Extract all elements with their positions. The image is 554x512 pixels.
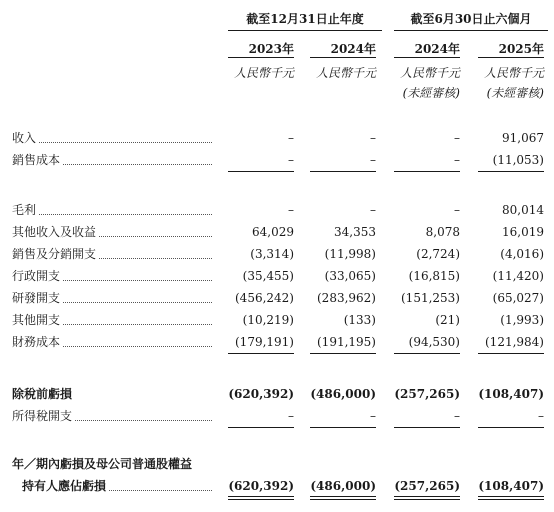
cell: (21) (435, 313, 460, 327)
dot-leader (12, 141, 212, 143)
unaudited-note: (未經審核) (402, 86, 460, 100)
row-label-other-expenses: 其他開支 (12, 312, 212, 328)
unit-label: 人民幣千元 (315, 66, 376, 80)
cell: 91,067 (502, 131, 544, 145)
row-label-loss-for-period: 年／期內虧損及母公司普通股權益 (12, 457, 193, 471)
cell: (35,455) (242, 269, 294, 283)
year-header-rule (310, 57, 376, 58)
row-label-other-income: 其他收入及收益 (12, 224, 212, 240)
cell: – (370, 203, 376, 217)
header-full-year: 截至12月31日止年度 (246, 12, 364, 26)
year-header-rule (394, 57, 460, 58)
row-label-revenue: 收入 (12, 130, 212, 146)
total-double-rule (228, 496, 294, 500)
cell: (94,530) (408, 335, 460, 349)
year-header-rule (478, 57, 544, 58)
cell: – (370, 409, 376, 423)
cell: (620,392) (228, 387, 294, 401)
total-double-rule (310, 496, 376, 500)
cell: – (288, 203, 294, 217)
unit-label: 人民幣千元 (233, 66, 294, 80)
row-label-selling-expenses: 銷售及分銷開支 (12, 246, 212, 262)
cell: – (454, 131, 460, 145)
cell: (11,998) (324, 247, 376, 261)
cell: – (288, 131, 294, 145)
cell: (4,016) (500, 247, 544, 261)
cell: (257,265) (394, 387, 460, 401)
header-six-months-rule (394, 30, 548, 31)
subtotal-rule (478, 171, 544, 172)
subtotal-rule (394, 427, 460, 428)
cell: – (288, 153, 294, 167)
cell: (16,815) (408, 269, 460, 283)
subtotal-rule (310, 427, 376, 428)
header-six-months: 截至6月30日止六個月 (410, 12, 532, 26)
cell: (133) (343, 313, 376, 327)
cell: – (454, 409, 460, 423)
row-label-rd-expenses: 研發開支 (12, 290, 212, 306)
cell: 64,029 (252, 225, 294, 239)
cell: (65,027) (492, 291, 544, 305)
total-double-rule (478, 496, 544, 500)
cell: – (454, 153, 460, 167)
cell: (1,993) (500, 313, 544, 327)
year-header-2024-full: 2024年 (330, 42, 376, 56)
cell: (3,314) (250, 247, 294, 261)
cell: 8,078 (425, 225, 460, 239)
subtotal-rule (478, 427, 544, 428)
subtotal-rule (228, 171, 294, 172)
cell: (11,420) (492, 269, 544, 283)
row-label-cost-of-sales: 銷售成本 (12, 152, 212, 168)
cell: (2,724) (416, 247, 460, 261)
dot-leader (12, 213, 212, 215)
unaudited-note: (未經審核) (486, 86, 544, 100)
year-header-2023: 2023年 (248, 42, 294, 56)
cell: 16,019 (502, 225, 544, 239)
cell: 80,014 (502, 203, 544, 217)
row-label-finance-costs: 財務成本 (12, 334, 212, 350)
cell: – (370, 131, 376, 145)
cell: (486,000) (310, 479, 376, 493)
cell: – (538, 409, 544, 423)
cell: (257,265) (394, 479, 460, 493)
cell: – (370, 153, 376, 167)
subtotal-rule (228, 353, 294, 354)
header-full-year-rule (228, 30, 382, 31)
row-label-admin-expenses: 行政開支 (12, 268, 212, 284)
subtotal-rule (310, 171, 376, 172)
cell: (121,984) (485, 335, 544, 349)
cell: (456,242) (235, 291, 294, 305)
cell: (33,065) (324, 269, 376, 283)
subtotal-rule (228, 427, 294, 428)
cell: (179,191) (235, 335, 294, 349)
cell: (283,962) (317, 291, 376, 305)
subtotal-rule (310, 353, 376, 354)
unit-label: 人民幣千元 (483, 66, 544, 80)
cell: (620,392) (228, 479, 294, 493)
cell: – (288, 409, 294, 423)
cell: (486,000) (310, 387, 376, 401)
cell: (10,219) (242, 313, 294, 327)
cell: – (454, 203, 460, 217)
year-header-2024-half: 2024年 (414, 42, 460, 56)
cell: 34,353 (334, 225, 376, 239)
year-header-rule (228, 57, 294, 58)
cell: (108,407) (478, 387, 544, 401)
subtotal-rule (394, 353, 460, 354)
cell: (108,407) (478, 479, 544, 493)
unit-label: 人民幣千元 (399, 66, 460, 80)
cell: (151,253) (401, 291, 460, 305)
year-header-2025-half: 2025年 (498, 42, 544, 56)
cell: (11,053) (492, 153, 544, 167)
subtotal-rule (394, 171, 460, 172)
total-double-rule (394, 496, 460, 500)
row-label-gross-profit: 毛利 (12, 202, 212, 218)
row-label-income-tax: 所得稅開支 (12, 408, 212, 424)
cell: (191,195) (317, 335, 376, 349)
row-label-loss-before-tax: 除稅前虧損 (12, 387, 73, 401)
subtotal-rule (478, 353, 544, 354)
row-label-loss-attributable: 持有人應佔虧損 (22, 478, 212, 494)
